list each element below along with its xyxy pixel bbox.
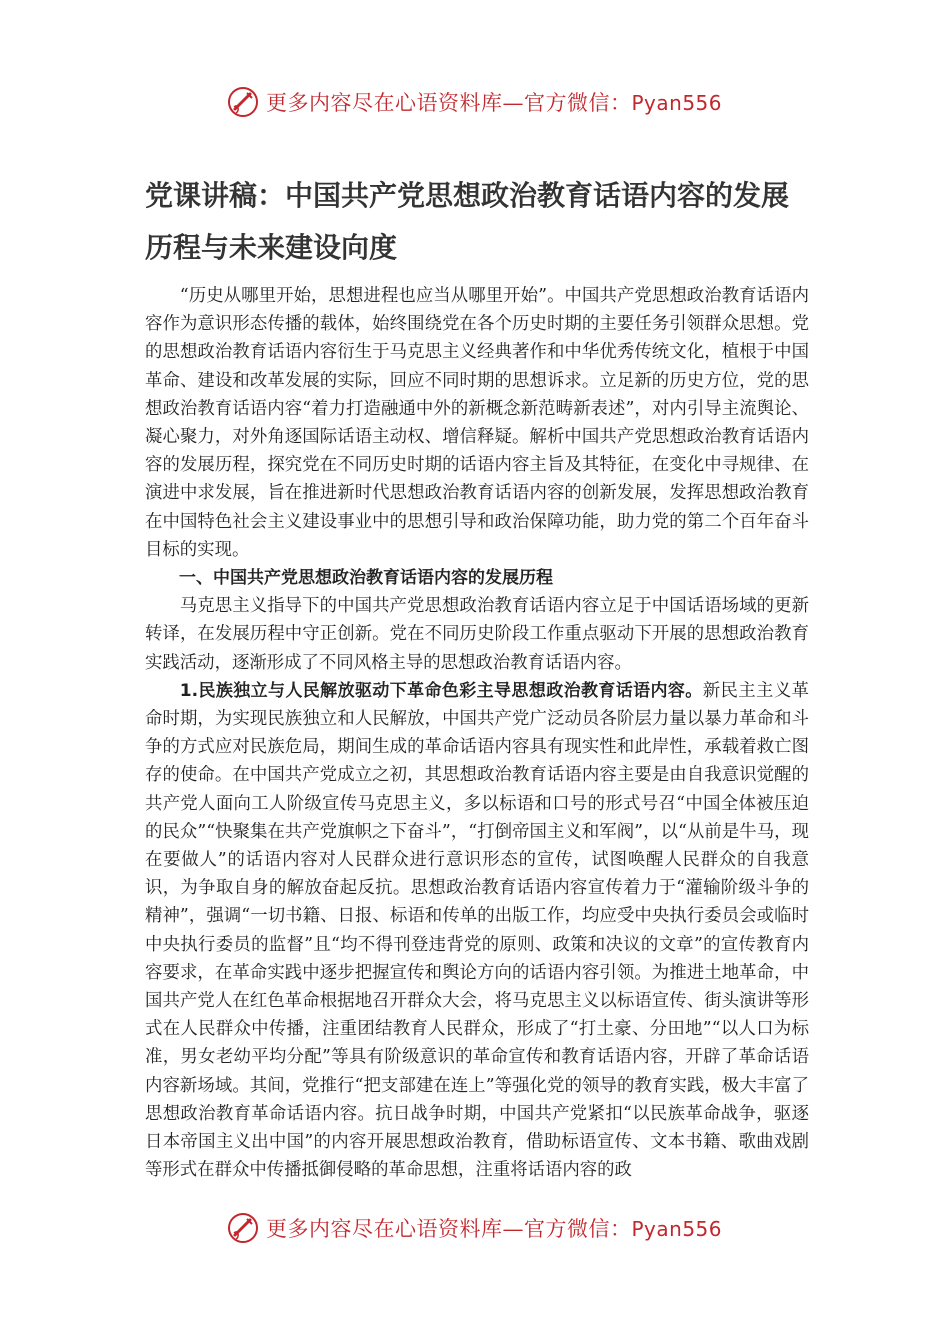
- wechat-id: Pyan556: [631, 1217, 723, 1241]
- subsection-heading: 1.民族独立与人民解放驱动下革命色彩主导思想政治教育话语内容。: [179, 680, 703, 701]
- paragraph-intro: “历史从哪里开始，思想进程也应当从哪里开始”。中国共产党思想政治教育话语内容作为意识形态传播的载体，始终围绕党在各个历史时期的主要任务引领群众思想。党的思想政治教育话语内容衍生于马克思主义经典著作和中华优秀传统文化，植根于中国革命、建设和改革发展的实际，回应不同时期的思想诉求。立足新的历史方位，党的思想政治教育话语内容“着力打造融通中外的新概念新范畴新表述”，对内引导主流舆论、凝心聚力，对外角逐国际话语主动权、增信释疑。解析中国共产党思想政治教育话语内容的发展历程，探究党在不同历史时期的话语内容主旨及其特征，在变化中寻规律、在演进中求发展，旨在推进新时代思想政治教育话语内容的创新发展，发挥思想政治教育在中国特色社会主义建设事业中的思想引导和政治保障功能，助力党的第二个百年奋斗目标的实现。: [145, 286, 809, 560]
- banner-text: 更多内容尽在心语资料库—官方微信：Pyan556: [266, 91, 723, 115]
- banner-text: 更多内容尽在心语资料库—官方微信：Pyan556: [266, 1217, 723, 1241]
- section-heading: 一、中国共产党思想政治教育话语内容的发展历程: [179, 568, 553, 589]
- header-banner: [0, 82, 950, 122]
- subsection-body: 新民主主义革命时期，为实现民族独立和人民解放，中国共产党广泛动员各阶层力量以暴力革命和斗争的方式应对民族危局，期间生成的革命话语内容具有现实性和此岸性，承载着救亡图存的使命。在中国共产党成立之初，其思想政治教育话语内容主要是由自我意识觉醒的共产党人面向工人阶级宣传马克思主义，多以标语和口号的形式号召“中国全体被压迫的民众”“快聚集在共产党旗帜之下奋斗”，“打倒帝国主义和军阀”，以“从前是牛马，现在要做人”的话语内容对人民群众进行意识形态的宣传，试图唤醒人民群众的自我意识，为争取自身的解放奋起反抗。思想政治教育话语内容宣传着力于“灌输阶级斗争的精神”，强调“一切书籍、日报、标语和传单的出版工作，均应受中央执行委员会或临时中央执行委员的监督”且“均不得刊登违背党的原则、政策和决议的文章”的宣传教育内容要求，在革命实践中逐步把握宣传和舆论方向的话语内容引领。为推进土地革命，中国共产党人在红色革命根据地召开群众大会，将马克思主义以标语宣传、街头演讲等形式在人民群众中传播，注重团结教育人民群众，形成了“打土豪、分田地”“以人口为标准，男女老幼平均分配”等具有阶级意识的革命宣传和教育话语内容，开辟了革命话语内容新场域。其间，党推行“把支部建在连上”等强化党的领导的教育实践，极大丰富了思想政治教育革命话语内容。抗日战争时期，中国共产党紧扣“以民族革命战争，驱逐日本帝国主义出中国”的内容开展思想政治教育，借助标语宣传、文本书籍、歌曲戏剧等形式在群众中传播抵御侵略的革命思想，注重将话语内容的政: [145, 680, 809, 1181]
- document-title: 党课讲稿：中国共产党思想政治教育话语内容的发展历程与未来建设向度: [145, 179, 790, 264]
- document-body: [145, 282, 809, 1185]
- paragraph-section-intro: 马克思主义指导下的中国共产党思想政治教育话语内容立足于中国话语场域的更新转译，在发展历程中守正创新。党在不同历史阶段工作重点驱动下开展的思想政治教育实践活动，逐渐形成了不同风格主导的思想政治教育话语内容。: [145, 596, 809, 673]
- wechat-id: Pyan556: [631, 91, 723, 115]
- paragraph-subsection-1: [145, 677, 809, 1185]
- footer-banner: [0, 1208, 950, 1248]
- logo-icon: [226, 85, 260, 119]
- logo-icon: [226, 1211, 260, 1245]
